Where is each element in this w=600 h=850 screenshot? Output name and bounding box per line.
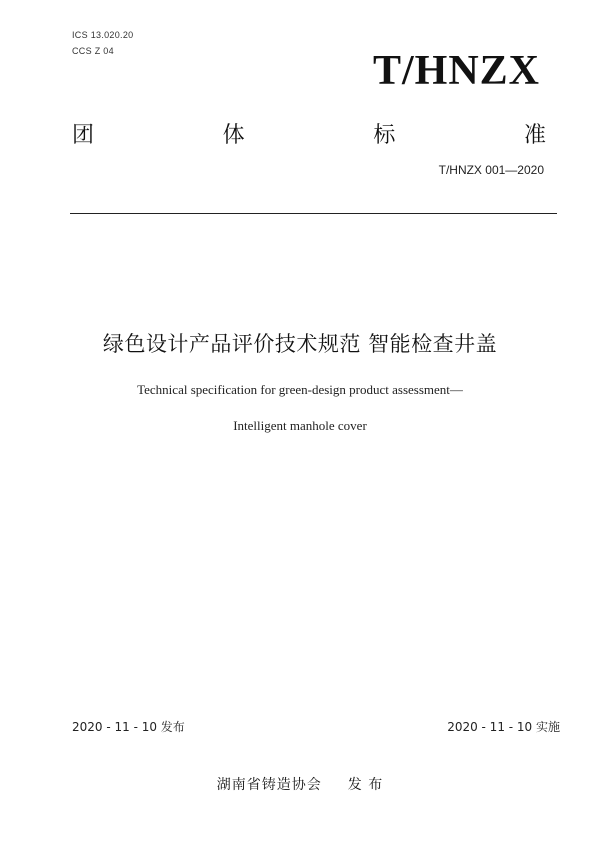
standard-type-char: 标 (373, 123, 396, 148)
issue-date: 2020 - 11 - 10 发布 (72, 720, 185, 734)
implementation-date: 2020 - 11 - 10 实施 (447, 720, 560, 734)
ccs-code: CCS Z 04 (72, 46, 114, 56)
title-chinese: 绿色设计产品评价技术规范 智能检查井盖 (102, 332, 498, 356)
title-english-line-1: Technical specification for green-design product assessment— (137, 382, 463, 397)
standard-type-heading (72, 118, 546, 149)
standard-number: T/HNZX 001—2020 (438, 163, 544, 177)
publisher (0, 774, 600, 794)
header-divider (70, 213, 557, 214)
standard-code-logo: T/HNZX (372, 48, 540, 94)
publisher-org: 湖南省铸造协会 (216, 777, 322, 793)
title-english-line-2: Intelligent manhole cover (233, 418, 367, 433)
standard-type-char: 体 (222, 123, 245, 148)
publisher-action: 发 布 (347, 777, 384, 793)
ics-code: ICS 13.020.20 (72, 30, 134, 40)
standard-type-char: 准 (523, 123, 546, 148)
standard-type-char: 团 (72, 123, 95, 148)
